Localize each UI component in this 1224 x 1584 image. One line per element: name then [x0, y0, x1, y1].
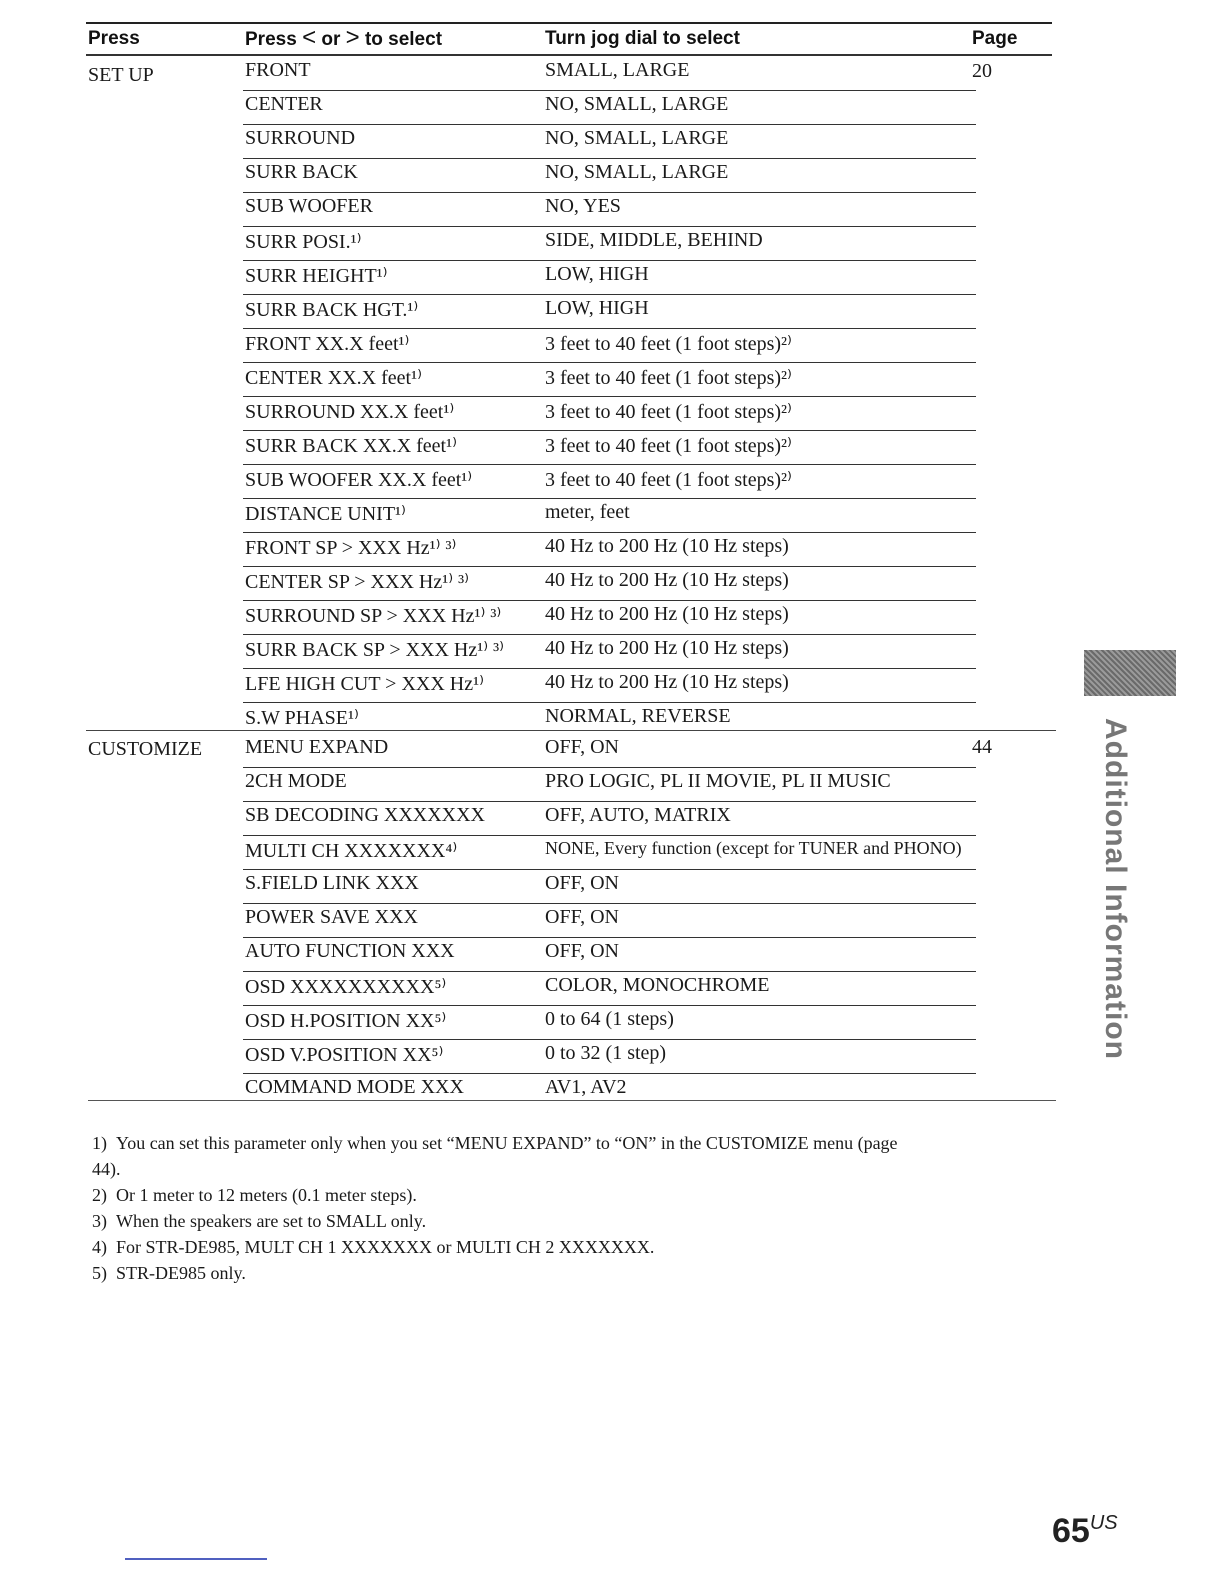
table-row	[243, 869, 976, 904]
row-values: 0 to 64 (1 steps)	[545, 1008, 674, 1030]
row-values: 3 feet to 40 feet (1 foot steps)²⁾	[545, 333, 792, 355]
row-item: 2CH MODE	[245, 770, 347, 792]
header-press-arrow-select	[245, 24, 443, 51]
row-item: CENTER XX.X feet¹⁾	[245, 367, 422, 389]
table-row	[243, 328, 976, 363]
row-item: MENU EXPAND	[245, 736, 389, 758]
table-row	[243, 1005, 976, 1040]
footnote	[92, 1130, 1042, 1156]
row-item: SURR BACK SP > XXX Hz¹⁾ ³⁾	[245, 639, 505, 661]
footnote-number: 2)	[92, 1185, 107, 1205]
footnote	[92, 1234, 1042, 1260]
header-press: Press	[88, 28, 140, 49]
row-values: OFF, ON	[545, 872, 619, 894]
footnotes	[92, 1130, 1042, 1286]
row-item: SB DECODING XXXXXXX	[245, 804, 485, 826]
row-values: COLOR, MONOCHROME	[545, 974, 770, 996]
table-row	[243, 90, 976, 125]
header-page: Page	[972, 28, 1018, 49]
row-values: 3 feet to 40 feet (1 foot steps)²⁾	[545, 367, 792, 389]
row-item: FRONT	[245, 59, 311, 81]
table-row	[243, 430, 976, 465]
row-item: OSD V.POSITION XX⁵⁾	[245, 1044, 444, 1066]
table-row	[243, 903, 976, 938]
row-values: PRO LOGIC, PL II MOVIE, PL II MUSIC	[545, 770, 891, 792]
row-item: POWER SAVE XXX	[245, 906, 418, 928]
right-arrow-icon: >	[345, 24, 360, 51]
row-values: 3 feet to 40 feet (1 foot steps)²⁾	[545, 469, 792, 491]
row-values: NORMAL, REVERSE	[545, 705, 731, 727]
page-number-value: 65	[1052, 1512, 1090, 1550]
row-item: COMMAND MODE XXX	[245, 1076, 464, 1098]
row-item: AUTO FUNCTION XXX	[245, 940, 455, 962]
side-tab-label: Additional Information	[1099, 718, 1132, 1060]
row-item: SUB WOOFER XX.X feet¹⁾	[245, 469, 473, 491]
row-values: AV1, AV2	[545, 1076, 627, 1098]
header-select-or: or	[321, 29, 341, 50]
table-row	[243, 835, 976, 870]
row-item: SURR BACK	[245, 161, 358, 183]
row-values: 3 feet to 40 feet (1 foot steps)²⁾	[545, 435, 792, 457]
row-item: MULTI CH XXXXXXX⁴⁾	[245, 840, 458, 862]
footnote-number: 5)	[92, 1263, 107, 1283]
header-select-prefix: Press	[245, 29, 297, 50]
top-rule	[86, 22, 1052, 24]
table-row	[243, 566, 976, 601]
footnote-text: STR-DE985 only.	[116, 1263, 246, 1283]
table-row	[243, 396, 976, 431]
row-values: NO, SMALL, LARGE	[545, 93, 729, 115]
table-row	[243, 634, 976, 669]
row-item: S.FIELD LINK XXX	[245, 872, 419, 894]
table-row	[243, 1039, 976, 1074]
row-values: OFF, ON	[545, 736, 619, 758]
table-row	[243, 158, 976, 193]
footnote-text: When the speakers are set to SMALL only.	[116, 1211, 427, 1231]
row-values: NO, YES	[545, 195, 621, 217]
row-values: NO, SMALL, LARGE	[545, 127, 729, 149]
header-jog-dial: Turn jog dial to select	[545, 28, 740, 49]
section-page-setup: 20	[972, 60, 992, 82]
row-item: SURR BACK XX.X feet¹⁾	[245, 435, 458, 457]
footnote-number: 1)	[92, 1133, 107, 1153]
row-item: SURROUND XX.X feet¹⁾	[245, 401, 455, 423]
table-row	[243, 192, 976, 227]
row-values: 40 Hz to 200 Hz (10 Hz steps)	[545, 671, 789, 693]
table-row	[243, 56, 976, 91]
row-item: SURR POSI.¹⁾	[245, 231, 362, 253]
footnote	[92, 1182, 1042, 1208]
row-item: CENTER SP > XXX Hz¹⁾ ³⁾	[245, 571, 470, 593]
row-values: SIDE, MIDDLE, BEHIND	[545, 229, 763, 251]
row-values: 0 to 32 (1 step)	[545, 1042, 667, 1064]
row-values: OFF, AUTO, MATRIX	[545, 804, 731, 826]
table-row	[243, 124, 976, 159]
row-item: S.W PHASE¹⁾	[245, 707, 359, 729]
table-row	[243, 767, 976, 802]
table-row	[243, 971, 976, 1006]
footnote-text: You can set this parameter only when you set “MENU EXPAND” to “ON” in the CUSTOMIZE menu (page	[116, 1133, 898, 1153]
row-values: OFF, ON	[545, 940, 619, 962]
table-row	[243, 733, 976, 768]
table-row	[243, 498, 976, 533]
row-values: 40 Hz to 200 Hz (10 Hz steps)	[545, 535, 789, 557]
table-row	[243, 294, 976, 329]
section-label-setup: SET UP	[88, 64, 154, 86]
row-item: LFE HIGH CUT > XXX Hz¹⁾	[245, 673, 485, 695]
row-values: 40 Hz to 200 Hz (10 Hz steps)	[545, 603, 789, 625]
footnote-number: 3)	[92, 1211, 107, 1231]
table-row	[243, 600, 976, 635]
row-item: SURR BACK HGT.¹⁾	[245, 299, 419, 321]
table-row	[243, 532, 976, 567]
footnote-text: Or 1 meter to 12 meters (0.1 meter steps).	[116, 1185, 417, 1205]
table-row	[243, 702, 976, 736]
row-item: SURROUND SP > XXX Hz¹⁾ ³⁾	[245, 605, 502, 627]
side-tab-marker	[1084, 650, 1176, 696]
footnote	[92, 1260, 1042, 1286]
row-values: OFF, ON	[545, 906, 619, 928]
row-values: LOW, HIGH	[545, 297, 649, 319]
row-values: NONE, Every function (except for TUNER and PHONO)	[545, 838, 962, 858]
table-row	[243, 362, 976, 397]
table-row	[243, 226, 976, 261]
row-item: CENTER	[245, 93, 323, 115]
row-values: 3 feet to 40 feet (1 foot steps)²⁾	[545, 401, 792, 423]
row-item: SUB WOOFER	[245, 195, 373, 217]
row-values: 40 Hz to 200 Hz (10 Hz steps)	[545, 637, 789, 659]
footnote-continuation: 44).	[92, 1159, 121, 1179]
row-values: NO, SMALL, LARGE	[545, 161, 729, 183]
section-page-customize: 44	[972, 736, 992, 758]
row-values: SMALL, LARGE	[545, 59, 690, 81]
table-row	[243, 464, 976, 499]
footnote-text: For STR-DE985, MULT CH 1 XXXXXXX or MULTI CH 2 XXXXXXX.	[116, 1237, 655, 1257]
row-item: OSD H.POSITION XX⁵⁾	[245, 1010, 447, 1032]
row-item: DISTANCE UNIT¹⁾	[245, 503, 406, 525]
row-item: SURROUND	[245, 127, 356, 149]
page-number-suffix: US	[1089, 1512, 1118, 1534]
footnote-number: 4)	[92, 1237, 107, 1257]
row-values: 40 Hz to 200 Hz (10 Hz steps)	[545, 569, 789, 591]
table-row	[243, 1073, 976, 1107]
row-item: SURR HEIGHT¹⁾	[245, 265, 388, 287]
row-item: FRONT XX.X feet¹⁾	[245, 333, 410, 355]
header-select-suffix: to select	[364, 29, 443, 50]
footer-line	[125, 1558, 267, 1560]
table-row	[243, 937, 976, 972]
row-values: meter, feet	[545, 501, 630, 523]
footnote	[92, 1208, 1042, 1234]
section-label-customize: CUSTOMIZE	[88, 738, 203, 760]
left-arrow-icon: <	[302, 24, 317, 51]
row-item: OSD XXXXXXXXXX⁵⁾	[245, 976, 447, 998]
table-row	[243, 260, 976, 295]
table-row	[243, 668, 976, 703]
row-values: LOW, HIGH	[545, 263, 649, 285]
page-number	[1052, 1512, 1118, 1551]
table-row	[243, 801, 976, 836]
row-item: FRONT SP > XXX Hz¹⁾ ³⁾	[245, 537, 457, 559]
